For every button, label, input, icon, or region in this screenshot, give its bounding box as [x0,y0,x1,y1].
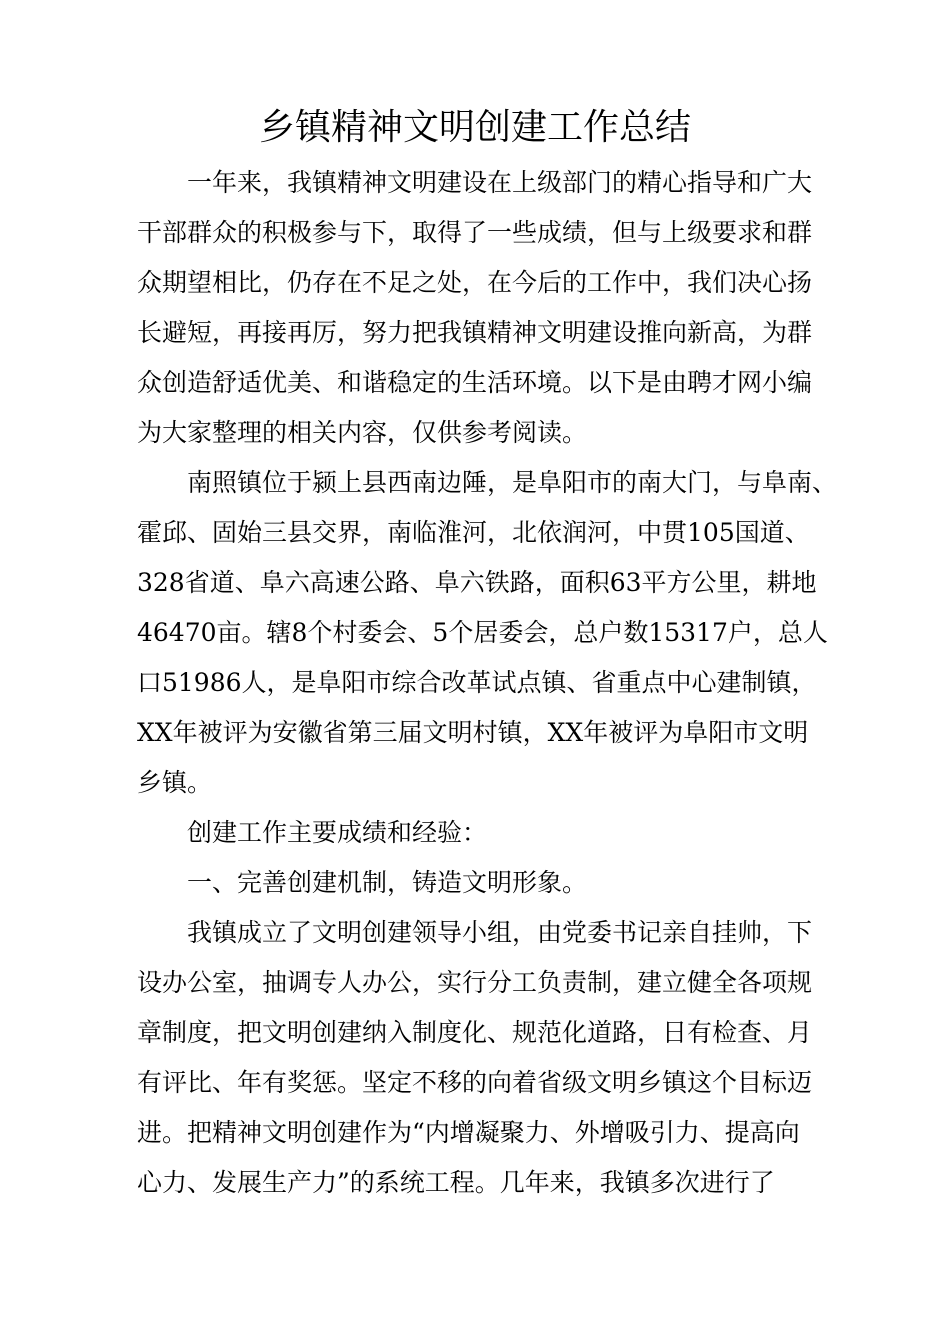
body-line: 章制度，把文明创建纳入制度化、规范化道路，日有检查、月 [137,1018,813,1047]
body-line: 328省道、阜六高速公路、阜六铁路，面积63平方公里，耕地 [137,568,817,597]
body-line: 46470亩。辖8个村委会、5个居委会，总户数15317户，总人 [137,618,828,647]
body-line: 一年来，我镇精神文明建设在上级部门的精心指导和广大 [187,168,813,197]
body-line: 有评比、年有奖惩。坚定不移的向着省级文明乡镇这个目标迈 [137,1068,813,1097]
body-line: 众期望相比，仍存在不足之处，在今后的工作中，我们决心扬 [137,268,813,297]
body-line: 设办公室，抽调专人办公，实行分工负责制，建立健全各项规 [137,968,813,997]
body-line: 乡镇。 [137,768,213,797]
section-heading: 一、完善创建机制，铸造文明形象。 [187,868,588,897]
body-line: 众创造舒适优美、和谐稳定的生活环境。以下是由聘才网小编 [137,368,813,397]
body-line: 为大家整理的相关内容，仅供参考阅读。 [137,418,588,447]
body-line: 心力、发展生产力”的系统工程。几年来，我镇多次进行了 [137,1168,775,1197]
body-line: 口51986人，是阜阳市综合改革试点镇、省重点中心建制镇， [137,668,817,697]
section-heading: 创建工作主要成绩和经验： [187,818,488,847]
body-line: 干部群众的积极参与下，取得了一些成绩，但与上级要求和群 [137,218,813,247]
body-line: XX年被评为安徽省第三届文明村镇，XX年被评为阜阳市文明 [137,718,809,747]
body-line: 南照镇位于颍上县西南边陲，是阜阳市的南大门，与阜南、 [187,468,838,497]
body-line: 霍邱、固始三县交界，南临淮河，北依润河，中贯105国道、 [137,518,810,547]
document-title: 乡镇精神文明创建工作总结 [258,107,691,148]
body-line: 长避短，再接再厉，努力把我镇精神文明建设推向新高，为群 [137,318,813,347]
body-line: 我镇成立了文明创建领导小组，由党委书记亲自挂帅，下 [187,918,813,947]
body-line: 进。把精神文明创建作为“内增凝聚力、外增吸引力、提高向 [137,1118,800,1147]
